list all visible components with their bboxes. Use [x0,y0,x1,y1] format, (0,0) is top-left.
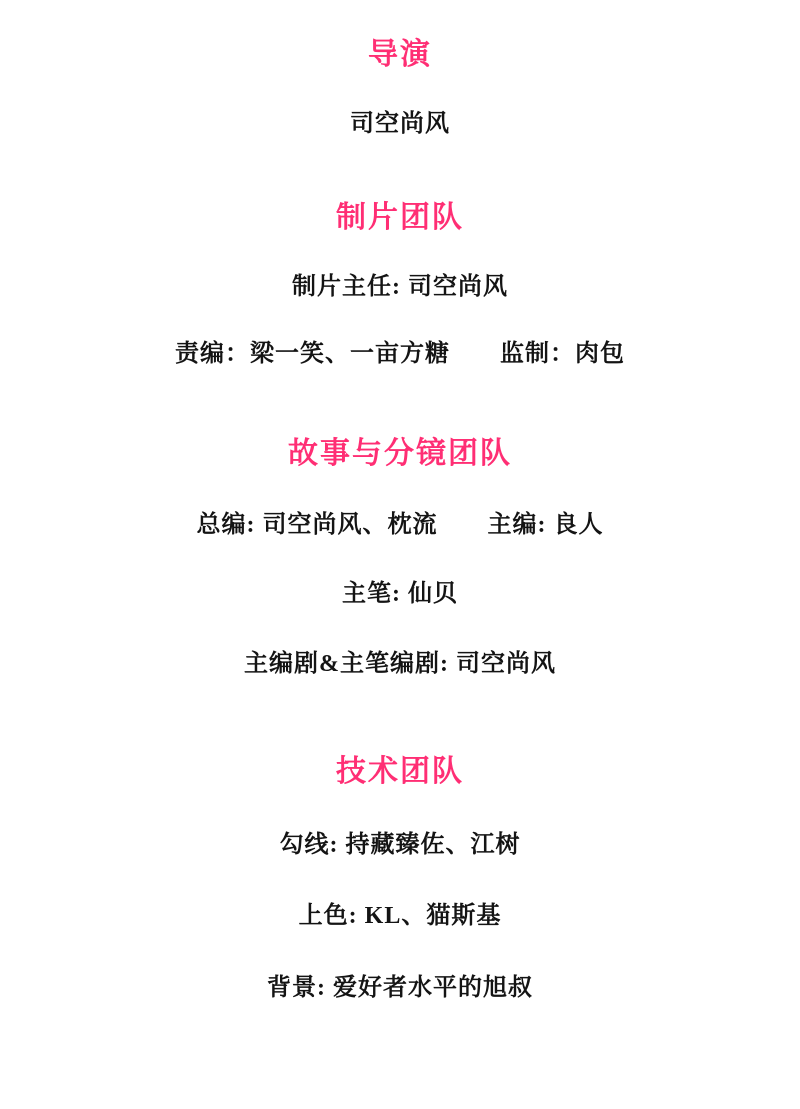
credit-line: 制片主任: 司空尚风 [292,273,508,300]
credit-line: 背景: 爱好者水平的旭叔 [267,974,533,1001]
credit-line: 主编剧&主笔编剧: 司空尚风 [244,650,556,677]
credit-line: 上色: KL、猫斯基 [298,903,502,930]
credits-section-technical-team [40,755,760,1003]
section-title: 技术团队 [336,754,464,788]
credit-line: 责编：梁一笑、一亩方糖 监制：肉包 [175,341,625,368]
credit-line: 勾线: 持藏臻佐、江树 [279,831,521,858]
credits-section-production-team [40,201,760,369]
credit-line: 司空尚风 [350,111,450,137]
credits-section-story-storyboard-team [40,437,760,679]
section-title: 导演 [368,38,432,71]
credits-page [0,38,800,1002]
credits-section-director [40,38,760,139]
section-title: 制片团队 [336,200,464,234]
section-title: 故事与分镜团队 [288,436,512,470]
credit-line: 主笔: 仙贝 [342,581,458,608]
credit-line: 总编: 司空尚风、枕流 主编: 良人 [196,511,604,538]
